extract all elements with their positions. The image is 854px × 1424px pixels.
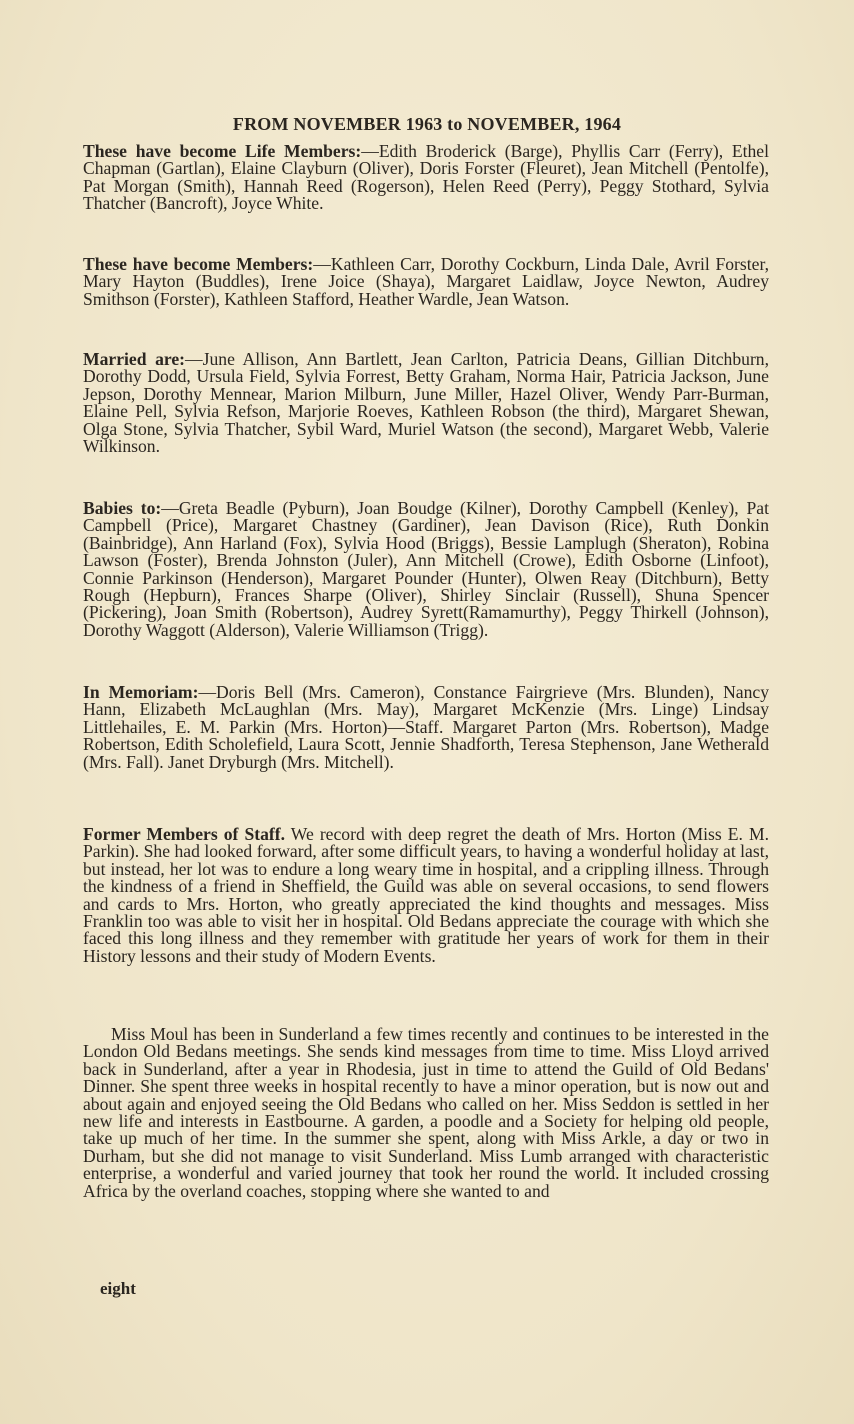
- paragraph-text: We record with deep regret the death of Mrs. Horton (Miss E. M. Parkin). She had looked forward, after some difficult years, to having a wonderful holiday at last, but instead, her lot was to endure a long weary time in hospital, and a crippling illness. Through the kindness of a friend in Sheffield, the Guild was able on several occasions, to send flowers and cards to Mrs. Horton, who greatly appreciated the kind thoughts and messages. Miss Franklin too was able to visit her in hospital. Old Bedans appreciate the courage with which she faced this long illness and they remember with gratitude her years of work for them in their History lessons and their study of Modern Events.: [83, 824, 769, 966]
- paragraph-lead: In Memoriam:: [83, 682, 199, 702]
- paragraph-lead: Babies to:: [83, 498, 162, 518]
- in-memoriam-paragraph: [83, 684, 769, 771]
- paragraph-text: —Doris Bell (Mrs. Cameron), Constance Fairgrieve (Mrs. Blunden), Nancy Hann, Elizabeth McLaughlan (Mrs. May), Margaret McKenzie (Mrs. Linge) Lindsay Littlehailes, E. M. Parkin (Mrs. Horton)—Staff. Margaret Parton (Mrs. Robertson), Madge Robertson, Edith Scholefield, Laura Scott, Jennie Shadforth, Teresa Stephenson, Jane Wetherald (Mrs. Fall). Janet Dryburgh (Mrs. Mitchell).: [83, 682, 769, 772]
- babies-paragraph: [83, 500, 769, 639]
- members-paragraph: [83, 256, 769, 308]
- page-number: eight: [100, 1279, 136, 1298]
- page-heading: FROM NOVEMBER 1963 to NOVEMBER, 1964: [232, 114, 622, 134]
- former-staff-paragraph: [83, 826, 769, 965]
- paragraph-text: —Edith Broderick (Barge), Phyllis Carr (Ferry), Ethel Chapman (Gartlan), Elaine Clayburn (Oliver), Doris Forster (Fleuret), Jean Mitchell (Pentolfe), Pat Morgan (Smith), Hannah Reed (Rogerson), Helen Reed (Perry), Peggy Stothard, Sylvia Thatcher (Bancroft), Joyce White.: [83, 141, 769, 214]
- paragraph-lead: These have become Members:: [83, 254, 314, 274]
- married-paragraph: [83, 351, 769, 455]
- paragraph-lead: These have become Life Members:: [83, 141, 362, 161]
- paragraph-lead: Former Members of Staff.: [83, 824, 286, 844]
- paragraph-text: —Kathleen Carr, Dorothy Cockburn, Linda Dale, Avril Forster, Mary Hayton (Buddles), Irene Joice (Shaya), Margaret Laidlaw, Joyce Newton, Audrey Smithson (Forster), Kathleen Stafford, Heather Wardle, Jean Watson.: [83, 254, 770, 309]
- paragraph-text: Miss Moul has been in Sunderland a few times recently and continues to be interested in the London Old Bedans meetings. She sends kind messages from time to time. Miss Lloyd arrived back in Sunderland, after a year in Rhodesia, just in time to attend the Guild of Old Bedans' Dinner. She spent three weeks in hospital recently to have a minor operation, but is now out and about again and enjoyed seeing the Old Bedans who called on her. Miss Seddon is settled in her new life and interests in Eastbourne. A garden, a poodle and a Society for helping old people, take up much of her time. In the summer she spent, along with Miss Arkle, a day or two in Durham, but she did not manage to visit Sunderland. Miss Lumb arranged with characteristic enterprise, a wonderful and varied journey that took her round the world. It included crossing Africa by the overland coaches, stopping where she wanted to and: [83, 1024, 769, 1201]
- paragraph-lead: Married are:: [83, 349, 186, 369]
- staff-news-paragraph: [83, 1026, 769, 1200]
- paragraph-text: —Greta Beadle (Pyburn), Joan Boudge (Kilner), Dorothy Campbell (Kenley), Pat Campbell (Price), Margaret Chastney (Gardiner), Jean Davison (Rice), Ruth Donkin (Bainbridge), Ann Harland (Fox), Sylvia Hood (Briggs), Bessie Lamplugh (Sheraton), Robina Lawson (Foster), Brenda Johnston (Juler), Ann Mitchell (Crowe), Edith Osborne (Linfoot), Connie Parkinson (Henderson), Margaret Pounder (Hunter), Olwen Reay (Ditchburn), Betty Rough (Hepburn), Frances Sharpe (Oliver), Shirley Sinclair (Russell), Shuna Spencer (Pickering), Joan Smith (Robertson), Audrey Syrett(Ramamurthy), Peggy Thirkell (Johnson), Dorothy Waggott (Alderson), Valerie Williamson (Trigg).: [83, 498, 769, 640]
- life-members-paragraph: [83, 143, 769, 213]
- paragraph-text: —June Allison, Ann Bartlett, Jean Carlton, Patricia Deans, Gillian Ditchburn, Dorothy Dodd, Ursula Field, Sylvia Forrest, Betty Graham, Norma Hair, Patricia Jackson, June Jepson, Dorothy Mennear, Marion Milburn, June Miller, Hazel Oliver, Wendy Parr-Burman, Elaine Pell, Sylvia Refson, Marjorie Roeves, Kathleen Robson (the third), Margaret Shewan, Olga Stone, Sylvia Thatcher, Sybil Ward, Muriel Watson (the second), Margaret Webb, Valerie Wilkinson.: [83, 349, 769, 457]
